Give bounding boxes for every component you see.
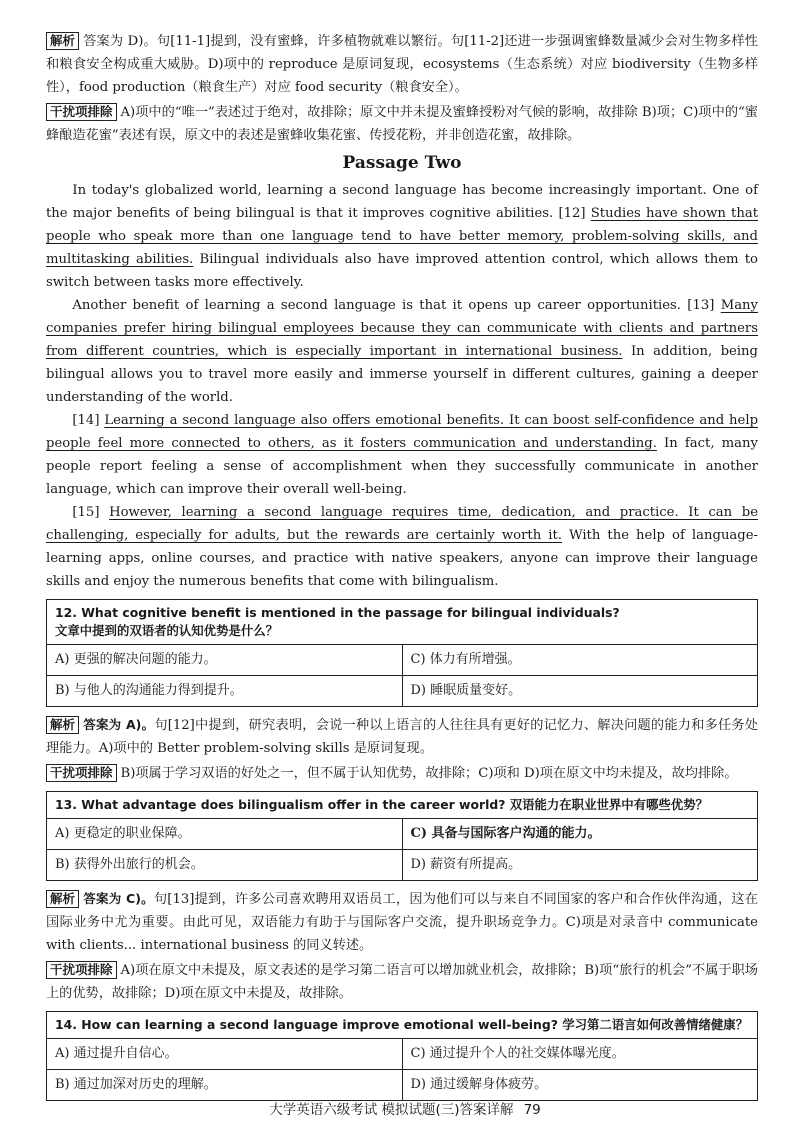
- page-number: 79: [523, 1102, 541, 1118]
- option-a: A) 通过提升自信心。: [47, 1039, 403, 1070]
- q12-distractor: [46, 762, 758, 785]
- passage-paragraph-3: [46, 409, 758, 501]
- footer-title: 大学英语六级考试 模拟试题(三)答案详解: [269, 1102, 514, 1118]
- answer-label: 答案为 C)。: [83, 891, 154, 906]
- question-13-table: [46, 791, 758, 881]
- option-a: A) 更稳定的职业保障。: [47, 819, 403, 850]
- analysis-tag: 解析: [46, 716, 79, 734]
- para3-underlined: Learning a second language also offers emotional benefits. It can boost self-confidence and help people feel more connected to others, as it fosters communication and understanding.: [46, 413, 759, 451]
- para3-text: [14]: [72, 413, 105, 428]
- q13-distractor: [46, 959, 758, 1005]
- answer-label: 答案为 A)。: [83, 717, 155, 732]
- distractor-tag: 干扰项排除: [46, 961, 117, 979]
- para1-underlined: Studies have shown that people who speak more than one language tend to have better memory, problem-solving skills, and multitasking abilities.: [46, 206, 758, 267]
- question-14-stem: 14. How can learning a second language improve emotional well-being? 学习第二语言如何改善情绪健康？: [47, 1012, 758, 1039]
- option-c: C) 通过提升个人的社交媒体曝光度。: [402, 1039, 758, 1070]
- passage-paragraph-2: [46, 294, 758, 409]
- para4-text-after: With the help of language-learning apps, online courses, and practice with native speakers, anyone can improve their language skills and enjoy the numerous benefits that come with bilingualism.: [46, 528, 758, 589]
- q11-analysis-text: 答案为 D)。句[11-1]提到，没有蜜蜂，许多植物就难以繁衍。句[11-2]还进一步强调蜜蜂数量减少会对生物多样性和粮食安全构成重大威胁。D)项中的 reproduce 是原词复现，ecosystems（生态系统）对应 biodiversity（生物多样性），food production（粮食生产）对应 food security（粮食安全）。: [46, 34, 758, 95]
- q13-analysis-text: 句[13]提到，许多公司喜欢聘用双语员工，因为他们可以与来自不同国家的客户和合作伙伴沟通，这在国际业务中尤为重要。由此可见，双语能力有助于与国际客户交流，提升职场竞争力。C)项是对录音中 communicate with clients... international business 的同义转述。: [46, 892, 758, 953]
- para1-text: In today's globalized world, learning a second language has become increasingly important. One of the major benefits of being bilingual is that it improves cognitive abilities. [12]: [46, 183, 758, 221]
- q12-distractor-text: B)项属于学习双语的好处之一，但不属于认知优势，故排除；C)项和 D)项在原文中均未提及，故均排除。: [120, 766, 738, 781]
- analysis-tag: 解析: [46, 32, 79, 50]
- option-b: B) 通过加深对历史的理解。: [47, 1070, 403, 1101]
- option-b: B) 与他人的沟通能力得到提升。: [47, 676, 403, 707]
- q12-analysis: [46, 713, 758, 760]
- option-a: A) 更强的解决问题的能力。: [47, 645, 403, 676]
- distractor-tag: 干扰项排除: [46, 764, 117, 782]
- option-c: C) 体力有所增强。: [402, 645, 758, 676]
- para2-text: Another benefit of learning a second language is that it opens up career opportunities. [13]: [72, 298, 721, 313]
- question-12-stem-en: 12. What cognitive benefit is mentioned in the passage for bilingual individuals?: [55, 605, 620, 620]
- option-d: D) 睡眠质量变好。: [402, 676, 758, 707]
- page-footer: [0, 1098, 800, 1118]
- question-12-stem: [47, 600, 758, 645]
- para4-underlined: However, learning a second language requires time, dedication, and practice. It can be challenging, especially for adults, but the rewards are certainly worth it.: [46, 505, 759, 543]
- option-d: D) 薪资有所提高。: [402, 850, 758, 881]
- question-12-stem-cn: 文章中提到的双语者的认知优势是什么？: [55, 623, 279, 638]
- q12-analysis-text: 句[12]中提到，研究表明，会说一种以上语言的人往往具有更好的记忆力、解决问题的能力和多任务处理能力。A)项中的 Better problem-solving skills 是原词复现。: [46, 718, 758, 756]
- question-14-table: [46, 1011, 758, 1101]
- passage-title: Passage Two: [342, 153, 462, 173]
- distractor-tag: 干扰项排除: [46, 103, 117, 121]
- para2-text-after: In addition, being bilingual allows you to travel more easily and immerse yourself in different cultures, gaining a deeper understanding of the world.: [46, 344, 758, 405]
- question-13-stem: 13. What advantage does bilingualism offer in the career world? 双语能力在职业世界中有哪些优势？: [47, 792, 758, 819]
- option-d: D) 通过缓解身体疲劳。: [402, 1070, 758, 1101]
- q13-analysis: [46, 887, 758, 957]
- para4-text: [15]: [72, 505, 110, 520]
- passage-paragraph-4: [46, 501, 758, 593]
- page-content: [46, 30, 758, 1107]
- q11-analysis: [46, 30, 758, 99]
- option-b: B) 获得外出旅行的机会。: [47, 850, 403, 881]
- q11-distractor: [46, 101, 758, 147]
- para2-underlined: Many companies prefer hiring bilingual employees because they can communicate with clients and partners from different countries, which is especially important in international business.: [46, 298, 758, 359]
- question-12-table: [46, 599, 758, 707]
- q13-distractor-text: A)项在原文中未提及，原文表述的是学习第二语言可以增加就业机会，故排除；B)项“旅行的机会”不属于职场上的优势，故排除；D)项在原文中未提及，故排除。: [46, 963, 758, 1001]
- para3-text-after: In fact, many people report feeling a sense of accomplishment when they successfully communicate in another language, which can improve their overall well-being.: [46, 436, 758, 497]
- analysis-tag: 解析: [46, 890, 79, 908]
- passage-paragraph-1: [46, 179, 758, 294]
- option-c: C) 具备与国际客户沟通的能力。: [402, 819, 758, 850]
- q11-distractor-text: A)项中的“唯一”表述过于绝对，故排除；原文中并未提及蜜蜂授粉对气候的影响，故排除 B)项；C)项中的“蜜蜂酿造花蜜”表述有误，原文中的表述是蜜蜂收集花蜜、传授花粉，并非创造花蜜，故排除。: [46, 105, 758, 143]
- para1-text-after: Bilingual individuals also have improved attention control, which allows them to switch between tasks more effectively.: [46, 252, 758, 290]
